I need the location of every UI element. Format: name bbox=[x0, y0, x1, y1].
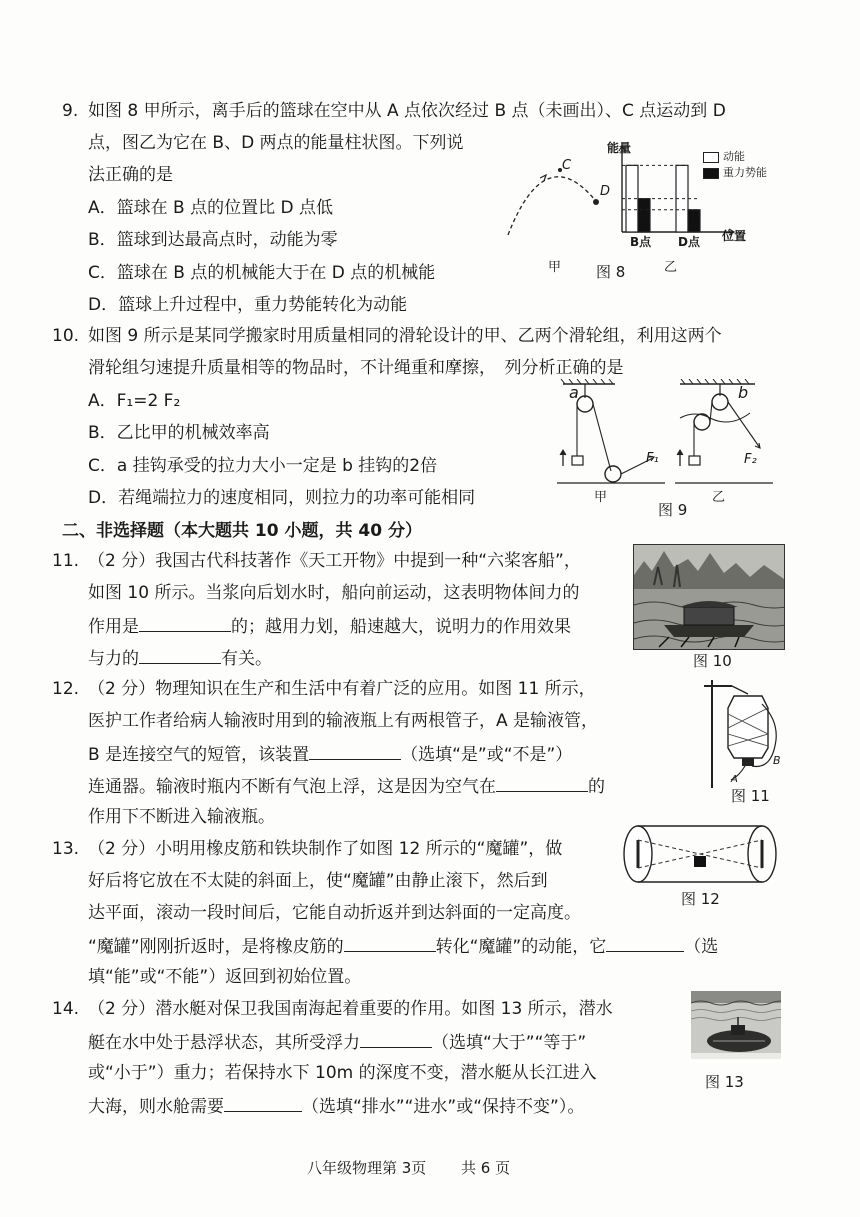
q9-trajectory-figure bbox=[500, 160, 620, 250]
q10-label-f2: F₂ bbox=[744, 452, 757, 467]
legend-swatch-kinetic bbox=[703, 152, 719, 163]
q9-chart-ylabel: 能量 bbox=[607, 141, 632, 155]
q12-line5: 作用下不断进入输液瓶。 bbox=[88, 807, 275, 827]
q14-blank-2[interactable] bbox=[224, 1093, 302, 1112]
q12-line1: （2 分）物理知识在生产和生活中有着广泛的应用。如图 11 所示， bbox=[88, 679, 596, 699]
q14-line4 bbox=[88, 1093, 584, 1119]
chart-bar-potential-1 bbox=[688, 210, 700, 232]
q13-line5: 填“能”或“不能”）返回到初始位置。 bbox=[88, 967, 362, 987]
q11-line3 bbox=[88, 613, 571, 639]
q13-line4-a: “魔罐”刚刚折返时，是将橡皮筋的 bbox=[88, 937, 344, 957]
q11-blank-1[interactable] bbox=[139, 613, 231, 632]
q11-line2: 如图 10 所示。当浆向后划水时，船向前运动，这表明物体间力的 bbox=[88, 583, 580, 603]
q14-line2-b: （选填“大于”“等于” bbox=[432, 1033, 587, 1053]
q10-pulley-figure bbox=[555, 378, 785, 498]
q13-blank-2[interactable] bbox=[606, 933, 684, 952]
q13-line2: 好后将它放在不太陡的斜面上，使“魔罐”由静止滚下，然后到 bbox=[88, 871, 548, 891]
q13-line4 bbox=[88, 933, 718, 959]
q9-option-a: A．篮球在 B 点的位置比 D 点低 bbox=[88, 198, 333, 218]
q14-submarine-illustration bbox=[691, 991, 781, 1059]
q11-line1: （2 分）我国古代科技著作《天工开物》中提到一种“六桨客船”， bbox=[88, 551, 581, 571]
q12-blank-1[interactable] bbox=[309, 741, 401, 760]
q9-chart-legend bbox=[703, 149, 767, 181]
q11-line4-a: 与力的 bbox=[88, 649, 139, 669]
q12-label-b: B bbox=[773, 754, 781, 767]
q14-fig-caption: 图 13 bbox=[705, 1073, 744, 1091]
q9-point-c: C bbox=[562, 158, 572, 173]
q11-blank-2[interactable] bbox=[139, 645, 221, 664]
q9-fig-caption: 图 8 bbox=[596, 263, 626, 281]
q10-label-f1: F₁ bbox=[646, 451, 659, 466]
q12-line4 bbox=[88, 773, 605, 799]
q9-fig-jia: 甲 bbox=[548, 260, 562, 275]
q10-option-d: D．若绳端拉力的速度相同，则拉力的功率可能相同 bbox=[88, 488, 476, 508]
q9-number: 9. bbox=[62, 101, 79, 121]
q9-chart-cat-b: B点 bbox=[630, 235, 652, 249]
q12-label-a: A bbox=[731, 774, 738, 785]
chart-bar-potential-0 bbox=[638, 199, 650, 232]
q12-iv-bottle-figure bbox=[702, 676, 782, 791]
q14-blank-1[interactable] bbox=[360, 1029, 432, 1048]
legend-label-potential: 重力势能 bbox=[723, 166, 767, 179]
q13-magic-can-figure bbox=[620, 822, 780, 886]
q12-line4-b: 的 bbox=[588, 777, 605, 797]
q9-point-d: D bbox=[600, 184, 611, 199]
section-2-heading: 二、非选择题（本大题共 10 小题，共 40 分） bbox=[62, 521, 422, 541]
q11-line4-b: 有关。 bbox=[221, 649, 272, 669]
legend-swatch-potential bbox=[703, 168, 719, 179]
q10-fig-jia: 甲 bbox=[594, 490, 608, 505]
q10-option-c: C．a 挂钩承受的拉力大小一定是 b 挂钩的2倍 bbox=[88, 456, 438, 476]
q9-stem-line1: 如图 8 甲所示，离手后的篮球在空中从 A 点依次经过 B 点（未画出）、C 点运动到 D bbox=[88, 101, 726, 121]
q14-line3: 或“小于”）重力；若保持水下 10m 的深度不变，潜水艇从长江进入 bbox=[88, 1063, 597, 1083]
q10-number: 10. bbox=[52, 326, 80, 346]
q12-fig-caption: 图 11 bbox=[731, 787, 770, 805]
q13-line1: （2 分）小明用橡皮筋和铁块制作了如图 12 所示的“魔罐”，做 bbox=[88, 839, 563, 859]
q10-fig-yi: 乙 bbox=[712, 490, 726, 505]
q12-line4-a: 连通器。输液时瓶内不断有气泡上浮，这是因为空气在 bbox=[88, 777, 496, 797]
q11-fig-caption: 图 10 bbox=[693, 652, 732, 670]
q11-number: 11. bbox=[52, 551, 80, 571]
q12-line3-a: B 是连接空气的短管，该装置 bbox=[88, 745, 310, 765]
q13-number: 13. bbox=[52, 839, 80, 859]
q14-line1: （2 分）潜水艇对保卫我国南海起着重要的作用。如图 13 所示，潜水 bbox=[88, 999, 613, 1019]
q9-option-c: C．篮球在 B 点的机械能大于在 D 点的机械能 bbox=[88, 263, 436, 283]
q9-chart-xlabel: 位置 bbox=[722, 229, 747, 243]
q10-option-b: B．乙比甲的机械效率高 bbox=[88, 423, 270, 443]
q9-chart-cat-d: D点 bbox=[678, 235, 700, 249]
q9-stem-line2: 点，图乙为它在 B、D 两点的能量柱状图。下列说 bbox=[88, 133, 464, 153]
q11-line4 bbox=[88, 645, 272, 671]
q9-option-d: D．篮球上升过程中，重力势能转化为动能 bbox=[88, 295, 408, 315]
q13-line3: 达平面，滚动一段时间后，它能自动折返并到达斜面的一定高度。 bbox=[88, 903, 581, 923]
q9-stem-line3: 法正确的是 bbox=[88, 165, 173, 185]
q11-line3-b: 的；越用力划，船速越大，说明力的作用效果 bbox=[231, 617, 571, 637]
q12-line2: 医护工作者给病人输液时用到的输液瓶上有两根管子，A 是输液管， bbox=[88, 711, 599, 731]
q14-line2 bbox=[88, 1029, 586, 1055]
q13-line4-b: 转化“魔罐”的动能，它 bbox=[435, 937, 607, 957]
legend-label-kinetic: 动能 bbox=[723, 150, 745, 163]
q14-line4-b: （选填“排水”“进水”或“保持不变”）。 bbox=[302, 1097, 585, 1117]
q10-option-a: A．F₁=2 F₂ bbox=[88, 391, 181, 411]
footer-page-number: 八年级物理第 3页 bbox=[307, 1159, 427, 1177]
q13-fig-caption: 图 12 bbox=[681, 890, 720, 908]
q11-boat-illustration bbox=[633, 544, 785, 650]
q12-line3 bbox=[88, 741, 572, 767]
q10-label-a: a bbox=[569, 383, 579, 402]
q11-line3-a: 作用是 bbox=[88, 617, 139, 637]
q12-line3-b: （选填“是”或“不是”） bbox=[401, 745, 573, 765]
q10-stem-line2: 滑轮组匀速提升质量相等的物品时，不计绳重和摩擦， 列分析正确的是 bbox=[88, 358, 624, 378]
q13-blank-1[interactable] bbox=[344, 933, 436, 952]
q10-stem-line1: 如图 9 所示是某同学搬家时用质量相同的滑轮设计的甲、乙两个滑轮组，利用这两个 bbox=[88, 326, 722, 346]
footer-total-pages: 共 6 页 bbox=[461, 1159, 511, 1177]
q10-fig-caption: 图 9 bbox=[658, 501, 688, 519]
q9-option-b: B．篮球到达最高点时，动能为零 bbox=[88, 230, 338, 250]
q13-line4-c: （选 bbox=[684, 937, 719, 957]
q12-blank-2[interactable] bbox=[496, 773, 588, 792]
q14-number: 14. bbox=[52, 999, 80, 1019]
q10-label-b: b bbox=[738, 383, 749, 402]
q12-number: 12. bbox=[52, 679, 80, 699]
q14-line4-a: 大海，则水舱需要 bbox=[88, 1097, 224, 1117]
q14-line2-a: 艇在水中处于悬浮状态，其所受浮力 bbox=[88, 1033, 360, 1053]
q9-fig-yi: 乙 bbox=[664, 260, 678, 275]
